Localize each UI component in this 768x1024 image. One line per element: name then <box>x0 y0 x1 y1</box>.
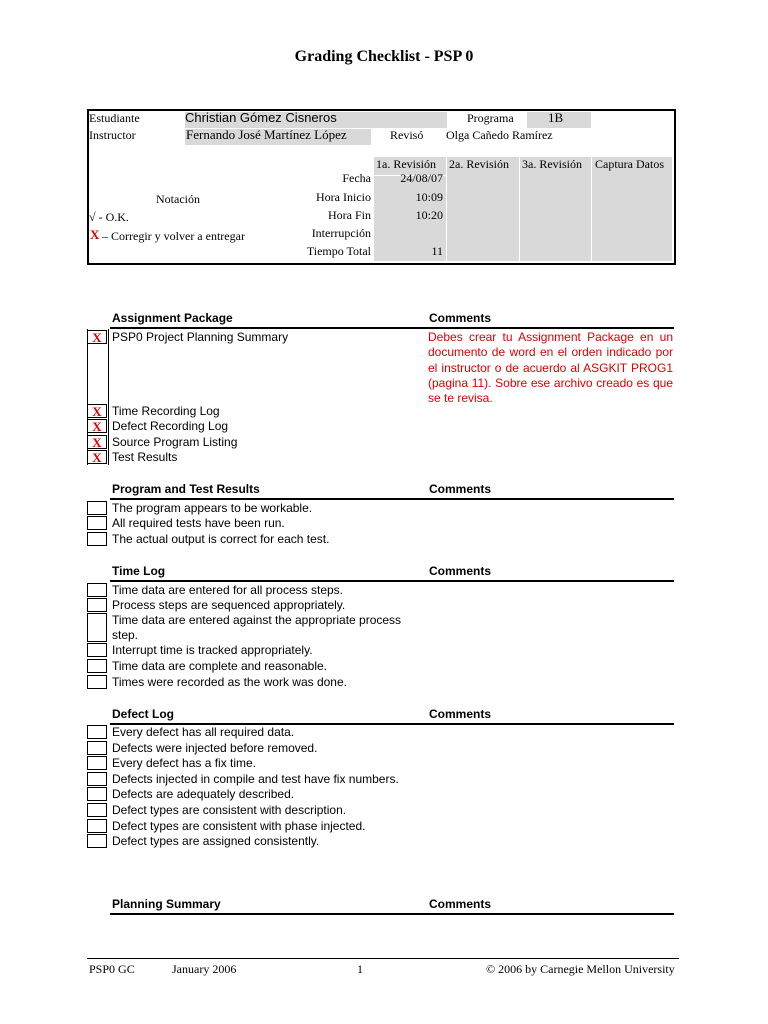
item-types-consistent: Defect types are assigned consistently. <box>112 834 320 848</box>
checkbox-steps-sequenced[interactable] <box>87 598 107 612</box>
start-time-label: Hora Inicio <box>316 190 371 204</box>
section-title-assignment-package: Assignment Package <box>112 311 233 325</box>
item-source-program-listing: Source Program Listing <box>112 435 238 449</box>
item-output-correct: The actual output is correct for each test. <box>112 532 330 546</box>
checkbox-defect-recording-log[interactable]: X <box>87 419 107 433</box>
total-time-label: Tiempo Total <box>306 244 371 258</box>
checkbox-fix-time[interactable] <box>87 756 107 770</box>
fix-legend: – Corregir y volver a entregar <box>102 229 245 243</box>
section-title-defect-log: Defect Log <box>112 707 175 721</box>
item-fix-time: Every defect has a fix time. <box>112 756 257 770</box>
checkbox-program-workable[interactable] <box>87 501 107 515</box>
footer-doc-id: PSP0 GC <box>89 962 135 976</box>
notation-label: Notación <box>156 192 200 206</box>
reviewer-name: Olga Cañedo Ramírez <box>446 128 553 142</box>
item-injected-before-removed: Defects were injected before removed. <box>112 741 318 755</box>
checkbox-adequately-described[interactable] <box>87 787 107 801</box>
item-types-phase: Defect types are consistent with phase injected. <box>112 819 366 833</box>
ok-legend: √ - O.K. <box>89 210 129 224</box>
checkbox-planning-summary[interactable]: X <box>87 330 107 344</box>
program-value: 1B <box>548 110 564 125</box>
checkbox-fix-numbers[interactable] <box>87 772 107 786</box>
end-time-label: Hora Fin <box>328 208 371 222</box>
revision-header-3: 3a. Revisión <box>522 157 582 171</box>
section-divider <box>110 327 674 329</box>
item-time-all-steps: Time data are entered for all process steps. <box>112 583 343 597</box>
revision-header-2: 2a. Revisión <box>449 157 509 171</box>
section-divider <box>110 913 674 915</box>
item-test-results: Test Results <box>112 450 178 464</box>
total-time-value: 11 <box>431 244 443 258</box>
instructor-label: Instructor <box>89 128 136 142</box>
checkbox-source-program-listing[interactable]: X <box>87 435 107 449</box>
section-divider <box>110 580 674 582</box>
comments-header: Comments <box>429 897 492 911</box>
comments-header: Comments <box>429 482 492 496</box>
capture-data-header: Captura Datos <box>595 157 664 171</box>
end-time-value: 10:20 <box>415 208 443 222</box>
section-title-program-test-results: Program and Test Results <box>112 482 260 496</box>
checkbox-output-correct[interactable] <box>87 532 107 546</box>
assignment-package-comment: Debes crear tu Assignment Package en un documento de word en el orden indicado por el instructor o de acuerdo al ASGKIT PROG1 (pagina 11). Sobre ese archivo creado es que se te revisa. <box>428 330 673 406</box>
checkbox-times-recorded[interactable] <box>87 675 107 689</box>
revision-header-1: 1a. Revisión <box>376 157 436 171</box>
checkbox-interrupt-tracked[interactable] <box>87 643 107 657</box>
item-time-complete: Time data are complete and reasonable. <box>112 659 328 673</box>
checkbox-defect-data[interactable] <box>87 725 107 739</box>
item-time-against-step: Time data are entered against the appropriate process step. <box>112 613 402 642</box>
footer-copyright: © 2006 by Carnegie Mellon University <box>486 962 675 976</box>
item-types-description: Defect types are consistent with description. <box>112 803 347 817</box>
checkbox-types-consistent[interactable] <box>87 834 107 848</box>
student-name: Christian Gómez Cisneros <box>185 110 337 125</box>
item-adequately-described: Defects are adequately described. <box>112 787 295 801</box>
item-defect-recording-log: Defect Recording Log <box>112 419 229 433</box>
item-fix-numbers: Defects injected in compile and test have fix numbers. <box>112 772 399 786</box>
checkbox-time-recording-log[interactable]: X <box>87 404 107 418</box>
checkbox-time-complete[interactable] <box>87 659 107 673</box>
instructor-name: Fernando José Martínez López <box>186 127 347 142</box>
item-times-recorded: Times were recorded as the work was done. <box>112 675 347 689</box>
item-planning-summary: PSP0 Project Planning Summary <box>112 330 289 344</box>
footer-rule <box>87 958 679 959</box>
footer-page-number: 1 <box>357 962 363 976</box>
fix-mark-icon: X <box>90 227 100 242</box>
item-time-recording-log: Time Recording Log <box>112 404 220 418</box>
checkbox-types-description[interactable] <box>87 803 107 817</box>
document-title: Grading Checklist - PSP 0 <box>294 48 474 65</box>
section-title-time-log: Time Log <box>112 564 166 578</box>
comments-header: Comments <box>429 311 492 325</box>
item-program-workable: The program appears to be workable. <box>112 501 313 515</box>
item-defect-data: Every defect has all required data. <box>112 725 295 739</box>
comments-header: Comments <box>429 707 492 721</box>
item-interrupt-tracked: Interrupt time is tracked appropriately. <box>112 643 313 657</box>
checkbox-types-phase[interactable] <box>87 819 107 833</box>
footer-date: January 2006 <box>172 962 237 976</box>
date-label: Fecha <box>342 171 371 185</box>
program-label: Programa <box>467 111 514 125</box>
item-tests-run: All required tests have been run. <box>112 516 285 530</box>
student-label: Estudiante <box>89 111 140 125</box>
section-divider <box>110 498 674 500</box>
item-steps-sequenced: Process steps are sequenced appropriately. <box>112 598 346 612</box>
interruption-label: Interrupción <box>311 226 371 240</box>
checkbox-tests-run[interactable] <box>87 516 107 530</box>
checkbox-time-all-steps[interactable] <box>87 583 107 597</box>
checkbox-time-against-step[interactable] <box>87 613 107 642</box>
start-time-value: 10:09 <box>415 190 443 204</box>
comments-header: Comments <box>429 564 492 578</box>
section-title-planning-summary: Planning Summary <box>112 897 221 911</box>
date-value: 24/08/07 <box>400 171 443 185</box>
checkbox-injected-before-removed[interactable] <box>87 741 107 755</box>
reviewed-label: Revisó <box>390 128 424 142</box>
checkbox-test-results[interactable]: X <box>87 450 107 464</box>
